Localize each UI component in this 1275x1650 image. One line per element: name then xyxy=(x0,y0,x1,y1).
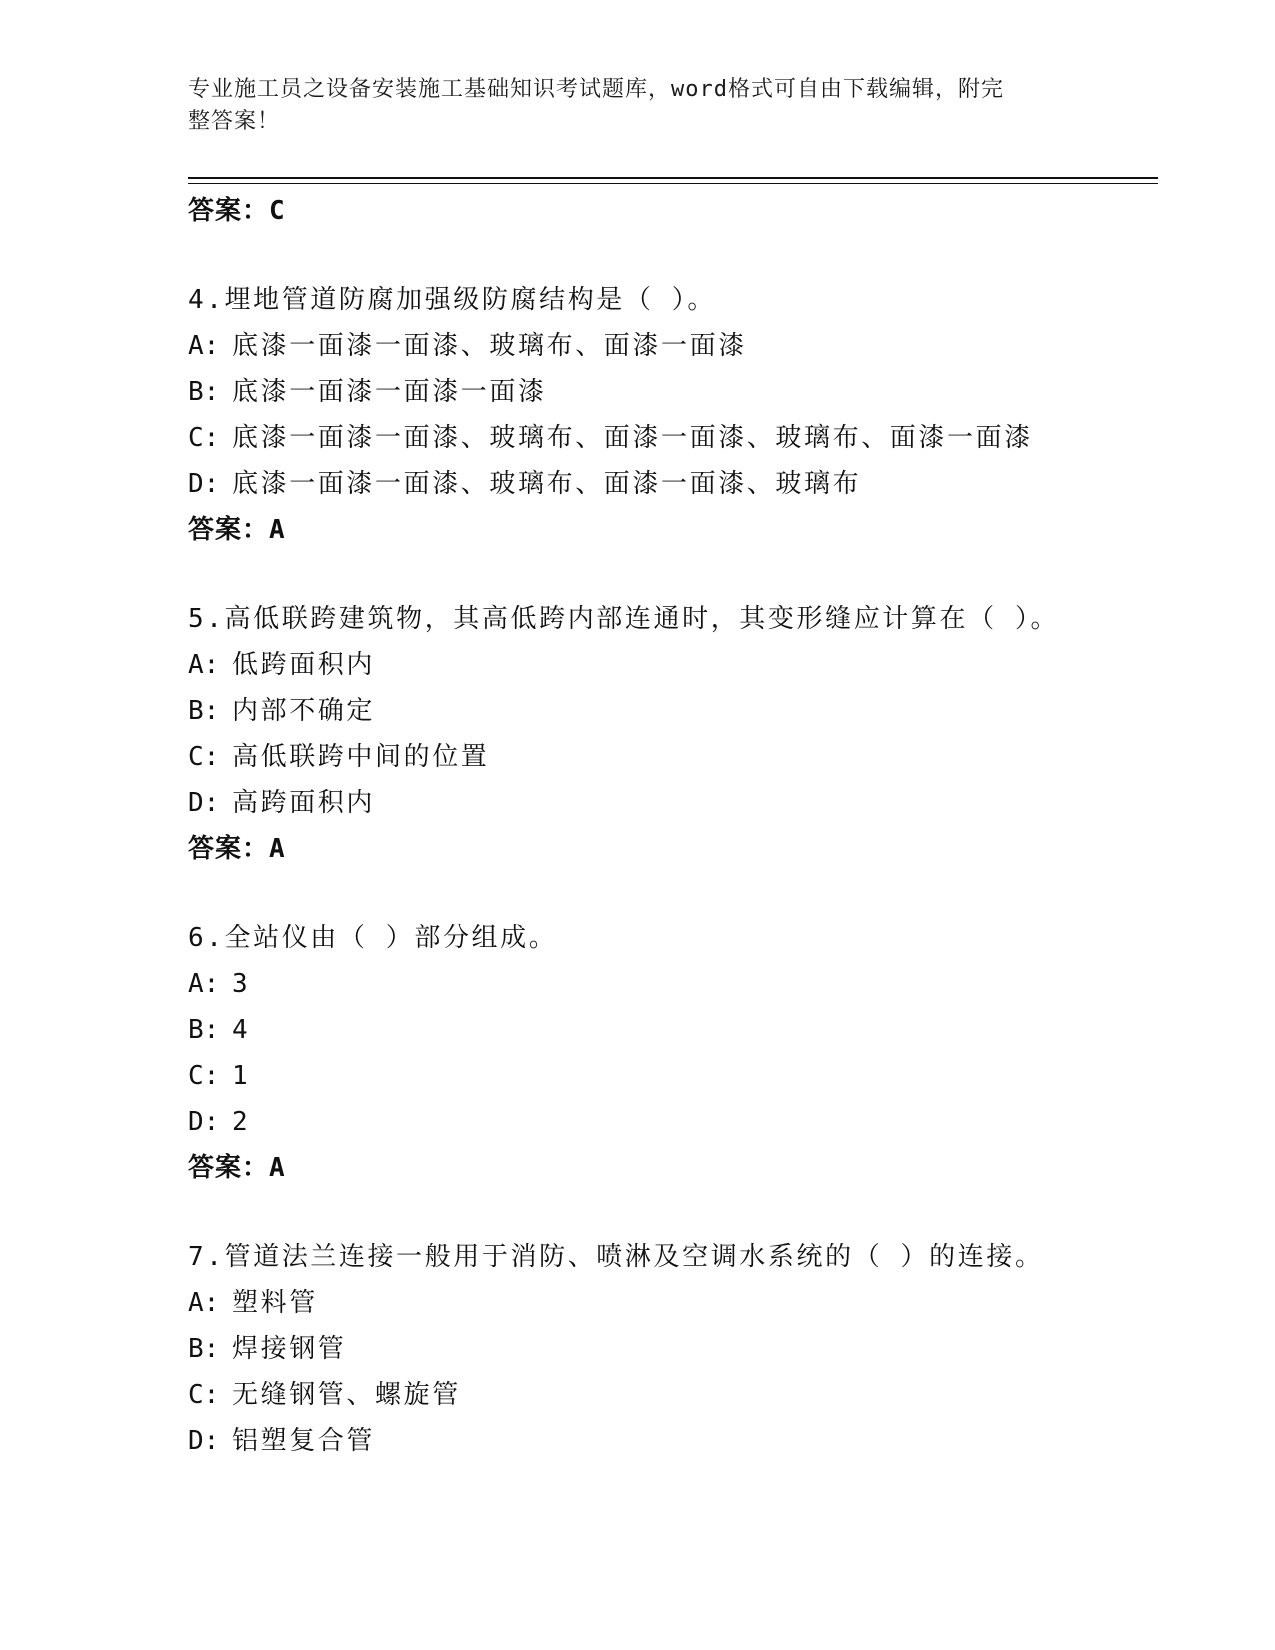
option-text: 低跨面积内 xyxy=(232,650,376,680)
option-key: C: xyxy=(188,1380,220,1410)
option-text: 3 xyxy=(232,969,251,999)
option-key: D: xyxy=(188,469,220,499)
option-key: D: xyxy=(188,1107,220,1137)
option-a xyxy=(188,642,1158,688)
question-block xyxy=(188,915,1158,1191)
option-text: 铝塑复合管 xyxy=(232,1426,376,1456)
option-text: 无缝钢管、螺旋管 xyxy=(232,1380,461,1410)
option-key: D: xyxy=(188,788,220,818)
spacer xyxy=(188,553,1158,596)
spacer xyxy=(188,872,1158,915)
option-text: 底漆一面漆一面漆一面漆 xyxy=(232,377,547,407)
option-key: B: xyxy=(188,1334,220,1364)
option-d xyxy=(188,1099,1158,1145)
option-key: B: xyxy=(188,1015,220,1045)
option-d xyxy=(188,461,1158,507)
option-c xyxy=(188,415,1158,461)
option-d xyxy=(188,780,1158,826)
question-block xyxy=(188,277,1158,553)
option-key: A: xyxy=(188,969,220,999)
answer-line: 答案：C xyxy=(188,196,286,226)
header-divider-thick xyxy=(188,177,1158,179)
option-text: 高低联跨中间的位置 xyxy=(232,742,490,772)
answer-line: 答案：A xyxy=(188,1153,286,1183)
option-text: 焊接钢管 xyxy=(232,1334,347,1364)
option-c xyxy=(188,1372,1158,1418)
option-a xyxy=(188,323,1158,369)
document-header xyxy=(188,74,1068,138)
answer-line: 答案：A xyxy=(188,515,286,545)
option-text: 底漆一面漆一面漆、玻璃布、面漆一面漆 xyxy=(232,331,747,361)
option-b xyxy=(188,688,1158,734)
option-text: 底漆一面漆一面漆、玻璃布、面漆一面漆、玻璃布 xyxy=(232,469,862,499)
option-key: A: xyxy=(188,650,220,680)
spacer xyxy=(188,234,1158,277)
option-key: B: xyxy=(188,377,220,407)
question-text: 4.埋地管道防腐加强级防腐结构是（ ）。 xyxy=(188,285,716,315)
question-text: 6.全站仪由（ ）部分组成。 xyxy=(188,923,558,953)
option-b xyxy=(188,1326,1158,1372)
spacer xyxy=(188,1191,1158,1234)
option-d xyxy=(188,1418,1158,1464)
option-text: 1 xyxy=(232,1061,251,1091)
header-divider-thin xyxy=(188,183,1158,184)
question-block xyxy=(188,596,1158,872)
question-list xyxy=(188,188,1158,1464)
option-text: 高跨面积内 xyxy=(232,788,376,818)
answer-line: 答案：A xyxy=(188,834,286,864)
option-key: D: xyxy=(188,1426,220,1456)
header-line-2: 整答案！ xyxy=(188,109,281,134)
option-b xyxy=(188,369,1158,415)
option-key: B: xyxy=(188,696,220,726)
option-key: A: xyxy=(188,331,220,361)
option-b xyxy=(188,1007,1158,1053)
option-text: 2 xyxy=(232,1107,251,1137)
option-key: A: xyxy=(188,1288,220,1318)
option-key: C: xyxy=(188,1061,220,1091)
option-a xyxy=(188,961,1158,1007)
option-a xyxy=(188,1280,1158,1326)
option-key: C: xyxy=(188,742,220,772)
question-text: 7.管道法兰连接一般用于消防、喷淋及空调水系统的（ ）的连接。 xyxy=(188,1242,1044,1272)
option-c xyxy=(188,1053,1158,1099)
question-block xyxy=(188,1234,1158,1464)
option-c xyxy=(188,734,1158,780)
option-key: C: xyxy=(188,423,220,453)
header-line-1: 专业施工员之设备安装施工基础知识考试题库，word格式可自由下载编辑，附完 xyxy=(188,77,1004,102)
option-text: 内部不确定 xyxy=(232,696,376,726)
option-text: 底漆一面漆一面漆、玻璃布、面漆一面漆、玻璃布、面漆一面漆 xyxy=(232,423,1033,453)
option-text: 塑料管 xyxy=(232,1288,318,1318)
question-text: 5.高低联跨建筑物，其高低跨内部连通时，其变形缝应计算在（ ）。 xyxy=(188,604,1060,634)
option-text: 4 xyxy=(232,1015,251,1045)
